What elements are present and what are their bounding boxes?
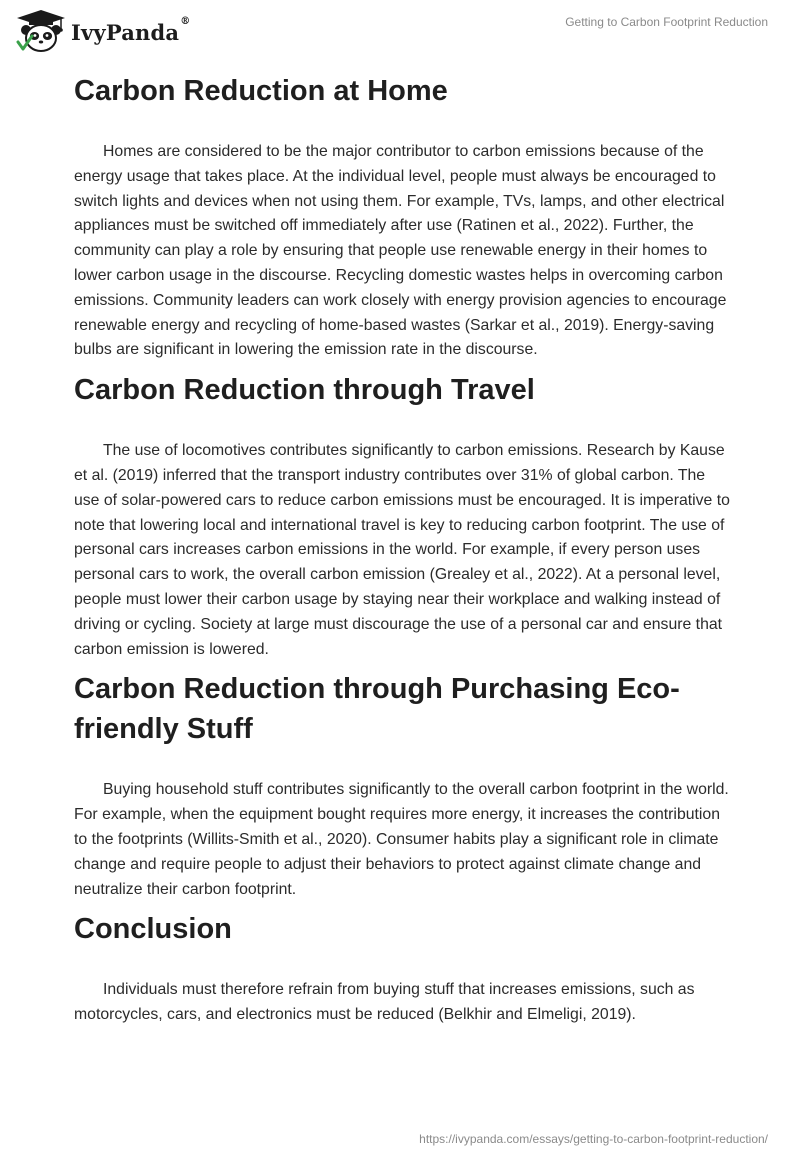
registered-mark: ®: [180, 15, 191, 27]
panda-graduate-icon: [15, 9, 67, 53]
source-url-link[interactable]: https://ivypanda.com/essays/getting-to-carbon-footprint-reduction/: [419, 1132, 768, 1146]
section-paragraph-travel: The use of locomotives contributes significantly to carbon emissions. Research by Kause et al. (2019) inferred that the transport industry contributes over 31% of global carbon. The use of solar-powered cars to reduce carbon emissions must be encouraged. It is imperative to note that lowering local and international travel is key to reducing carbon footprint. The use of personal cars increases carbon emissions in the world. For example, if every person uses personal cars to work, the overall carbon emission (Grealey et al., 2022). At a personal level, people must lower their carbon usage by staying near their workplace and walking instead of driving or cycling. Society at large must discourage the use of a personal car and ensure that carbon emission is lowered.: [74, 442, 730, 658]
section-paragraph-purchasing: Buying household stuff contributes significantly to the overall carbon footprint in the world. For example, when the equipment bought requires more energy, it increases the contribution to the footprints (Willits-Smith et al., 2020). Consumer habits play a significant role in climate change and require people to adjust their behaviors to protect against climate change and neutralize their carbon footprint.: [74, 781, 729, 898]
section-heading-conclusion: Conclusion: [74, 913, 232, 946]
section-heading-purchasing: Carbon Reduction through Purchasing Eco-friendly Stuff: [74, 673, 680, 746]
section-paragraph-conclusion: Individuals must therefore refrain from buying stuff that increases emissions, such as motorcycles, cars, and electronics must be reduced (Belkhir and Elmeligi, 2019).: [74, 981, 695, 1024]
section-heading-travel: Carbon Reduction through Travel: [74, 374, 535, 407]
section-paragraph-home: Homes are considered to be the major contributor to carbon emissions because of the energy usage that takes place. At the individual level, people must always be encouraged to switch lights and devices when not using them. For example, TVs, lamps, and other electrical appliances must be switched off immediately after use (Ratinen et al., 2022). Further, the community can play a role by ensuring that people use renewable energy in their homes to lower carbon usage in the discourse. Recycling domestic wastes helps in overcoming carbon emissions. Community leaders can work closely with energy provision agencies to encourage renewable energy and recycling of home-based wastes (Sarkar et al., 2019). Energy-saving bulbs are significant in lowering the emission rate in the discourse.: [74, 143, 727, 359]
logo-wordmark: IvyPanda®: [71, 15, 191, 45]
section-heading-home: Carbon Reduction at Home: [74, 75, 448, 107]
ivypanda-logo[interactable]: [15, 9, 190, 53]
page-header: [0, 0, 800, 60]
document-title: Getting to Carbon Footprint Reduction: [565, 15, 768, 29]
essay-body: [74, 70, 730, 1028]
